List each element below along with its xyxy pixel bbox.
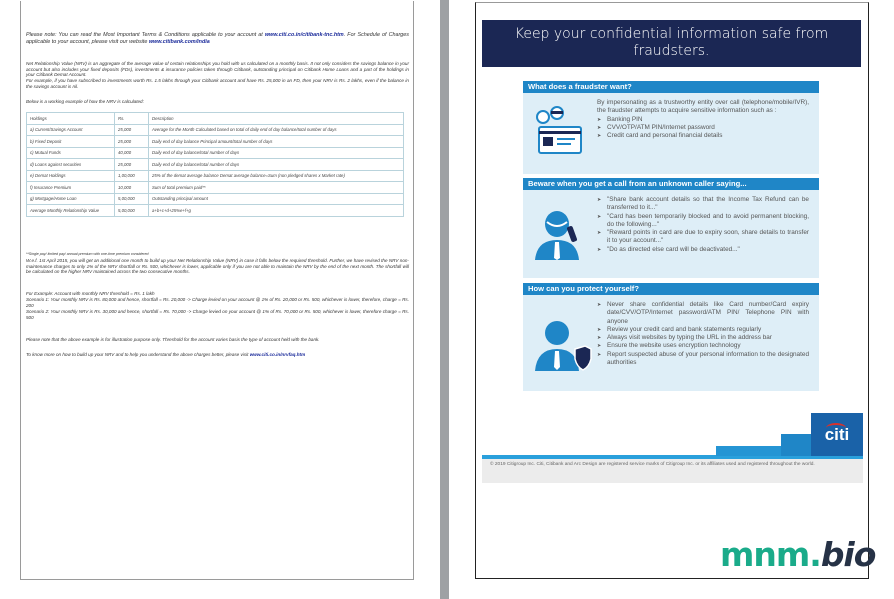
- footer-step-decoration: [716, 446, 786, 456]
- illustration-note: Please note that the above example is for illustration purpose only. Threshold for the account varies basis the type of account held with the bank.: [26, 337, 320, 342]
- table-cell: 40,000: [115, 147, 149, 159]
- bullet-item: ➤ "Share bank account details so that the Income Tax Refund can be transferred to it...": [597, 196, 809, 213]
- nrv-paragraph: Net Relationship Value (NRV) is an aggregate of the average value of certain relationships you hold with us calculated on a monthly basis. It not only considers the savings balance in your account but also includes your fixed deposits (FDs), investments & insurance policies taken through Citibank, outstanding principal on Citibank Home Loans and a part of the holdings in your Citibank Demat Account.: [26, 61, 409, 78]
- table-row: [27, 182, 404, 194]
- section-title: What does a fraudster want?: [523, 81, 819, 93]
- bullet-item: ➤ "Do as directed else card will be deactivated...": [597, 246, 809, 254]
- note-text-mid: . For Schedule of Charges applicable to your account, please visit our website: [26, 32, 409, 45]
- table-header-row: [27, 113, 404, 125]
- table-cell: Daily end of day balance/total number of days: [149, 159, 404, 171]
- table-cell: a) Current/Savings Account: [27, 124, 115, 136]
- person-shield-icon: [533, 319, 593, 371]
- table-cell: 25,000: [115, 124, 149, 136]
- table-intro: Below is a working example of how the NRV is calculated:: [26, 99, 144, 104]
- table-row: [27, 205, 404, 217]
- document-page-2: [475, 2, 869, 579]
- table-cell: 5,00,000: [115, 193, 149, 205]
- table-row: [27, 170, 404, 182]
- header-cell: Rs.: [115, 113, 149, 125]
- table-cell: 25,000: [115, 159, 149, 171]
- citi-logo: citi: [811, 413, 863, 456]
- nrv-policy-paragraph: W.e.f. 1st April 2015, you will get an additional one month to build up your Net Relationship Value (NRV) in case it falls below the required threshold. Further, we have revised the NRV non-maintenance charges to only 1% of the NRV shortfall or Rs. 500, whichever is lower, applicable only if you are not able to maintain the NRV by the end of the next month. The shortfall will be calculated on the higher NRV maintained across the two consecutive months.: [26, 258, 409, 275]
- watermark-text: mnm.: [720, 535, 821, 574]
- bullet-item: ➤ Always visit websites by typing the URL in the address bar: [597, 334, 809, 342]
- table-cell: Average Monthly Relationship Value: [27, 205, 115, 217]
- section-fraudster-want: [523, 81, 819, 174]
- table-cell: 25,000: [115, 136, 149, 148]
- table-cell: a+b+c+d+25%e+f+g: [149, 205, 404, 217]
- bullet-item: ➤ Ensure the website uses encryption technology: [597, 342, 809, 350]
- bullet-item: ➤ Review your credit card and bank statements regularly: [597, 326, 809, 334]
- document-page-1: [20, 1, 414, 580]
- nrv-table: [26, 112, 404, 217]
- watermark: [720, 535, 875, 574]
- copyright-footer: © 2019 Citigroup Inc. Citi, Citibank and Arc Design are registered service marks of Citigroup Inc. or its affiliates used and registered throughout the world.: [482, 459, 863, 483]
- table-cell: e) Demat Holdings: [27, 170, 115, 182]
- table-row: [27, 136, 404, 148]
- bullet-item: ➤ Never share confidential details like Card number/Card expiry date/CVV/OTP/Internet password/ATM PIN/ Telephone PIN with anyone: [597, 301, 809, 326]
- table-cell: Outstanding principal amount: [149, 193, 404, 205]
- nrv-faq-link[interactable]: www.citi.co.in/nrvfaq.htm: [249, 352, 306, 357]
- table-cell: Sum of total premium paid**: [149, 182, 404, 194]
- section-beware-caller: [523, 178, 819, 278]
- section-title: Beware when you get a call from an unknown caller saying...: [523, 178, 819, 190]
- scenario-2: Scenario 2: Your monthly NRV is Rs. 30,000 and hence, shortfall = Rs. 70,000 -> Charge levied on your account @ 1% of Rs. 70,000 or Rs. 500, whichever is lower, therefore charge = Rs. 500: [26, 309, 409, 320]
- website-link[interactable]: www.citibank.com/india: [148, 38, 210, 45]
- table-cell: Average for the Month Calculated based on total of daily end of day balance/total number of days: [149, 124, 404, 136]
- table-cell: b) Fixed Deposit: [27, 136, 115, 148]
- table-cell: 1,00,000: [115, 170, 149, 182]
- header-cell: Holdings: [27, 113, 115, 125]
- caller-phone-icon: [533, 208, 589, 260]
- example-title: For Example: Account with monthly NRV threshold = Rs. 1 lakh: [26, 291, 155, 296]
- header-cell: Description: [149, 113, 404, 125]
- footnote: **Single pay/ limited pay/ annual premium with one-time premium considered: [26, 252, 149, 256]
- table-cell: f) Insurance Premium: [27, 182, 115, 194]
- bullet-item: ➤ Banking PIN: [597, 116, 809, 124]
- bullet-item: ➤ CVV/OTP/ATM PIN/Internet password: [597, 124, 809, 132]
- learn-more-text: To know more on how to build up your NRV and to help you understand the above charges better, please visit: [26, 352, 250, 357]
- section-intro: By impersonating as a trustworthy entity over call (telephone/mobile/IVR), the fraudster attempts to acquire sensitive information such as :: [597, 99, 809, 115]
- table-cell: 10,000: [115, 182, 149, 194]
- table-cell: g) Mortgage/Home Loan: [27, 193, 115, 205]
- page-separator-scrollbar[interactable]: [440, 0, 449, 599]
- bullet-item: ➤ Report suspected abuse of your personal information to the designated authorities: [597, 351, 809, 368]
- bullet-item: ➤ "Reward points in card are due to expiry soon, share details to transfer it to your account...": [597, 229, 809, 246]
- table-row: [27, 124, 404, 136]
- terms-note: [26, 32, 409, 45]
- note-text: Please note: You can read the Most Important Terms & Conditions applicable to your account at: [26, 32, 265, 38]
- table-cell: d) Loans against securities: [27, 159, 115, 171]
- learn-more: [26, 352, 409, 358]
- terms-link[interactable]: www.citi.co.in/citibank-tnc.htm: [264, 32, 344, 38]
- scenario-1: Scenario 1: Your monthly NRV is Rs. 80,000 and hence, shortfall = Rs. 20,000 -> Charge levied on your account @ 1% of Rs. 20,000 or Rs. 500, whichever is lower, therefore, charge = Rs. 200: [26, 297, 409, 308]
- table-row: [27, 193, 404, 205]
- table-cell: Daily end of day balance/total number of days: [149, 147, 404, 159]
- table-row: [27, 159, 404, 171]
- bullet-item: ➤ Credit card and personal financial details: [597, 132, 809, 140]
- table-row: [27, 147, 404, 159]
- table-cell: 5,00,000: [115, 205, 149, 217]
- section-title: How can you protect yourself?: [523, 283, 819, 295]
- example-paragraph: For example, if you have subscribed to investments worth Rs. 1.5 lakhs through your Citibank account and have Rs. 25,000 in an FD, then your NRV is Rs. 2 lakhs, even if the balance in the savings account is nil.: [26, 78, 409, 89]
- poster-header: Keep your confidential information safe from fraudsters.: [482, 20, 861, 67]
- section-protect-yourself: [523, 283, 819, 391]
- table-cell: 25% of the demat average balance Demat average balance=Sum (non pledged shares x Market rate): [149, 170, 404, 182]
- watermark-text-italic: bio: [820, 535, 876, 574]
- bullet-item: ➤ "Card has been temporarily blocked and to avoid permanent blocking, do the following...": [597, 213, 809, 230]
- table-cell: Daily end of day balance Principal amount/total number of days: [149, 136, 404, 148]
- table-cell: c) Mutual Funds: [27, 147, 115, 159]
- fraudster-card-icon: [533, 105, 589, 155]
